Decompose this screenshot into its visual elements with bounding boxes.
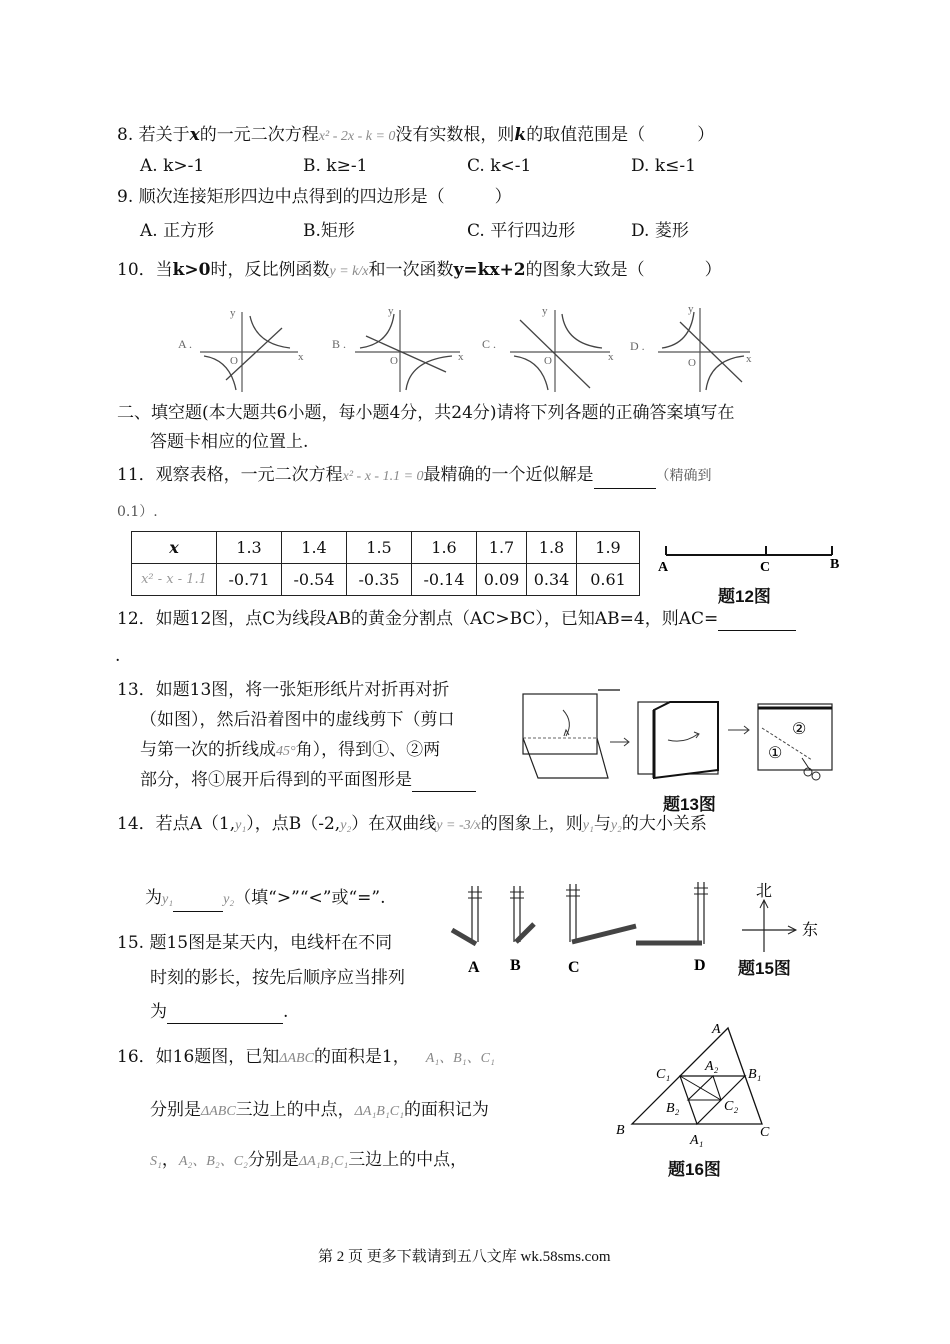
q9-line: 9. 顺次连接矩形四边中点得到的四边形是（ ） bbox=[117, 187, 512, 207]
q10-graph-b bbox=[332, 305, 464, 392]
graph-d-x: x bbox=[746, 353, 752, 365]
q16-line2: 分别是ΔABC三边上的中点，ΔA₁B₁C₁的面积记为 bbox=[150, 1100, 489, 1120]
q10-graphs bbox=[170, 300, 770, 395]
graph-d-origin: O bbox=[688, 357, 696, 369]
fig15-label-d: D bbox=[694, 957, 706, 974]
graph-c-label: C . bbox=[482, 337, 497, 351]
q15-line1: 15. 题15图是某天内，电线杆在不同 bbox=[117, 933, 393, 953]
fig16-label-b2: B₂ bbox=[666, 1101, 680, 1116]
q13-line2: （如图），然后沿着图中的虚线剪下（剪口 bbox=[140, 710, 455, 730]
q10-graph-c bbox=[482, 305, 614, 392]
fig13 bbox=[518, 680, 848, 795]
q8-option-b: B. k≥-1 bbox=[303, 156, 368, 176]
graph-a-y: y bbox=[230, 307, 236, 319]
graph-d-y: y bbox=[688, 303, 694, 315]
fig15-caption: 题15图 bbox=[738, 959, 791, 978]
q14-line2: 为y₁ y₂（填“>”“<”或“=”. bbox=[145, 886, 385, 912]
graph-b-y: y bbox=[388, 305, 394, 317]
q8-option-a: A. k>-1 bbox=[140, 156, 205, 176]
fig15-pole-c bbox=[566, 884, 636, 976]
q15-line3: 为 . bbox=[150, 1002, 289, 1022]
graph-a-x: x bbox=[298, 351, 304, 363]
fig15-pole-b bbox=[510, 886, 534, 974]
q10-graph-a bbox=[178, 307, 304, 392]
q9-option-a: A. 正方形 bbox=[140, 221, 215, 241]
fig13-caption: 题13图 bbox=[663, 795, 716, 814]
q16-line3: S₁，A₂、B₂、C₂分别是ΔA₁B₁C₁三边上的中点， bbox=[150, 1150, 468, 1170]
graph-c-y: y bbox=[542, 305, 548, 317]
q10-line: 10．当k>0时，反比例函数y = k/x和一次函数y=kx+2的图象大致是（ ） bbox=[117, 260, 722, 280]
fig13-paper-2 bbox=[638, 702, 718, 778]
q13-line1: 13．如题13图，将一张矩形纸片对折再对折 bbox=[117, 680, 450, 700]
q11-table bbox=[131, 531, 640, 596]
graph-a-label: A . bbox=[178, 337, 193, 351]
q14-line1: 14．若点A（1,y₁），点B（-2,y₂）在双曲线y = -3/x的图象上，则y₁与y₂的大小关系 bbox=[117, 814, 707, 834]
page-footer: 第 2 页 更多下载请到五八文库 wk.58sms.com bbox=[318, 1249, 611, 1265]
table-row: x 1.3 1.4 1.5 1.6 1.7 1.8 1.9 bbox=[132, 532, 640, 564]
fig16-label-c2: C₂ bbox=[724, 1099, 739, 1114]
q16-line1: 16．如16题图，已知ΔABC的面积是1， A₁、B₁、C₁ bbox=[117, 1047, 495, 1067]
fig16-caption: 题16图 bbox=[668, 1160, 721, 1179]
graph-b-origin: O bbox=[390, 355, 398, 367]
fig16-label-a1: A₁ bbox=[690, 1133, 704, 1148]
q9-option-b: B.矩形 bbox=[303, 221, 355, 241]
fig16-label-a2: A₂ bbox=[705, 1059, 719, 1074]
q13-line4: 部分，将①展开后得到的平面图形是 bbox=[140, 768, 476, 792]
fig15-pole-a bbox=[452, 886, 482, 976]
fig15-pole-d bbox=[636, 882, 708, 974]
q8-line: 8. 若关于x的一元二次方程x² - 2x - k = 0没有实数根，则k的取值范围是（ ） bbox=[117, 125, 715, 145]
q9-option-d: D. 菱形 bbox=[631, 221, 689, 241]
fig13-label-2: ② bbox=[792, 721, 807, 738]
q13-line3: 与第一次的折线成45°角），得到①、②两 bbox=[140, 740, 441, 760]
q9-option-c: C. 平行四边形 bbox=[467, 221, 576, 241]
q8-option-c: C. k<-1 bbox=[467, 156, 532, 176]
section2-line2: 答题卡相应的位置上. bbox=[150, 432, 309, 452]
fig16-triangle bbox=[610, 1018, 790, 1150]
fig16-label-b: B bbox=[616, 1123, 625, 1138]
fig15-compass bbox=[742, 882, 818, 952]
fig15-label-c: C bbox=[568, 959, 580, 976]
table-row: x² - x - 1.1 -0.71 -0.54 -0.35 -0.14 0.09 0.34 0.61 bbox=[132, 564, 640, 596]
graph-b-x: x bbox=[458, 351, 464, 363]
fig16-label-c: C bbox=[760, 1125, 770, 1140]
graph-c-origin: O bbox=[544, 355, 552, 367]
fig12-segment bbox=[656, 540, 846, 576]
section2-line1: 二、填空题(本大题共6小题，每小题4分，共24分)请将下列各题的正确答案填写在 bbox=[117, 403, 735, 423]
fig15-label-b: B bbox=[510, 957, 521, 974]
graph-a-origin: O bbox=[230, 355, 238, 367]
fig12-caption: 题12图 bbox=[718, 587, 771, 606]
graph-b-label: B . bbox=[332, 337, 347, 351]
q12-line: 12．如题12图，点C为线段AB的黄金分割点（AC>BC），已知AB=4，则AC= bbox=[117, 607, 796, 631]
q12-dot: . bbox=[115, 646, 121, 666]
q10-graph-d bbox=[630, 303, 752, 392]
fig16-label-b1: B₁ bbox=[748, 1067, 762, 1082]
fig12-label-a: A bbox=[658, 560, 669, 575]
fig15-north: 北 bbox=[756, 883, 773, 900]
fig15-east: 东 bbox=[802, 922, 819, 939]
fig13-paper-1 bbox=[523, 694, 608, 778]
fig16-label-a: A bbox=[712, 1022, 721, 1037]
graph-c-x: x bbox=[608, 351, 614, 363]
fig12-label-b: B bbox=[830, 557, 840, 572]
graph-d-label: D . bbox=[630, 339, 645, 353]
q15-line2: 时刻的影长，按先后顺序应当排列 bbox=[150, 968, 405, 988]
fig12-label-c: C bbox=[760, 560, 771, 575]
fig15-label-a: A bbox=[468, 959, 480, 976]
fig13-paper-3 bbox=[758, 704, 832, 780]
fig13-label-1: ① bbox=[768, 745, 783, 762]
q11-note2: 0.1）. bbox=[117, 504, 158, 520]
q8-option-d: D. k≤-1 bbox=[631, 156, 696, 176]
q11-line: 11．观察表格，一元二次方程x² - x - 1.1 = 0最精确的一个近似解是 （精确到 bbox=[117, 463, 712, 489]
fig16-label-c1: C₁ bbox=[656, 1067, 671, 1082]
